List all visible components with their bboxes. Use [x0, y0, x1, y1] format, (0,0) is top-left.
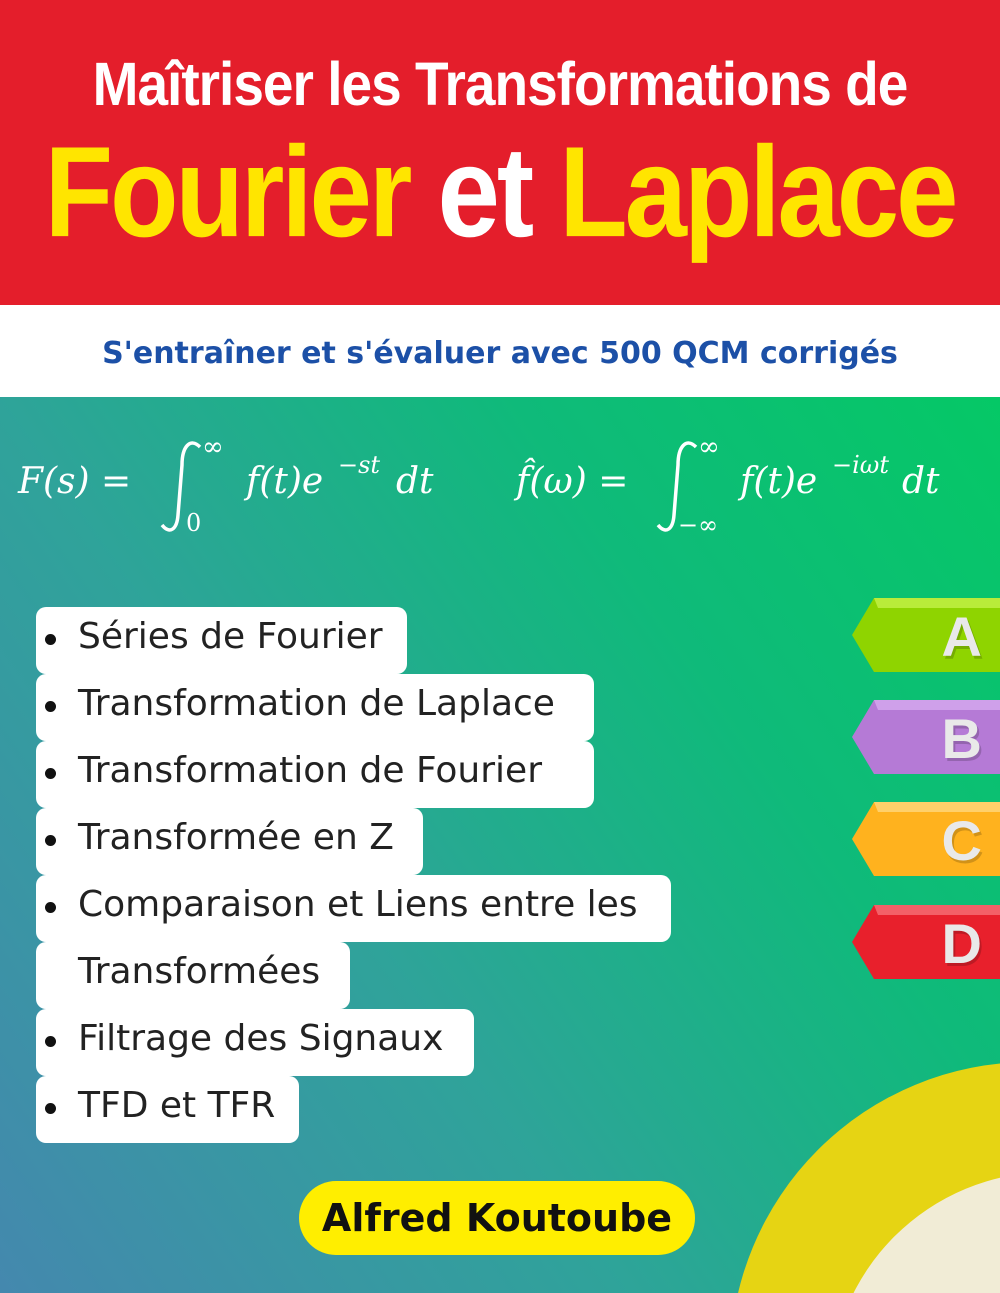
topic-label: Transformation de Fourier: [78, 750, 542, 791]
list-item: [36, 942, 350, 1009]
author-name: Alfred Koutoube: [321, 1196, 673, 1240]
title-line1: Maîtriser les Transformations de: [92, 49, 908, 119]
bullet-icon: [45, 701, 56, 712]
laplace-formula: [14, 425, 444, 545]
list-item: [36, 1009, 474, 1076]
list-item: [36, 741, 594, 808]
tab-letter-d: D: [941, 912, 982, 975]
title-word-laplace: Laplace: [559, 119, 956, 264]
topic-label: Transformée en Z: [78, 817, 394, 858]
fourier-dt: dt: [902, 461, 940, 502]
answer-tab-c: [852, 802, 1000, 876]
author-pill: [299, 1181, 695, 1255]
topic-label: Séries de Fourier: [78, 616, 383, 657]
answer-tab-b: [852, 700, 1000, 774]
fourier-lhs: f̂(ω) =: [516, 461, 629, 502]
topic-label: Transformation de Laplace: [78, 683, 555, 724]
title-word-fourier: Fourier: [44, 119, 410, 264]
fourier-upper-limit: ∞: [698, 432, 720, 462]
list-item: [36, 1076, 299, 1143]
topic-label: TFD et TFR: [78, 1085, 276, 1126]
list-item: [36, 607, 407, 674]
laplace-dt: dt: [396, 461, 434, 502]
topic-label: Filtrage des Signaux: [78, 1018, 444, 1059]
fourier-lower-limit: −∞: [678, 511, 719, 539]
answer-tab-d: [852, 905, 1000, 979]
fourier-integrand: f(t)e: [740, 461, 818, 502]
tab-letter-b: B: [941, 707, 982, 770]
laplace-integrand: f(t)e: [246, 461, 324, 502]
fourier-exponent: −iωt: [832, 451, 889, 479]
answer-tab-a: [852, 598, 1000, 672]
bullet-icon: [45, 835, 56, 846]
bullet-icon: [45, 768, 56, 779]
title-line2: [0, 119, 1000, 264]
laplace-upper-limit: ∞: [202, 432, 224, 462]
tab-letter-c: C: [941, 809, 982, 872]
bullet-icon: [45, 902, 56, 913]
laplace-lhs: F(s) =: [18, 461, 132, 502]
subtitle: S'entraîner et s'évaluer avec 500 QCM corrigés: [102, 336, 898, 371]
topic-label: Transformées: [78, 951, 321, 992]
laplace-lower-limit: 0: [186, 509, 202, 537]
bullet-icon: [45, 634, 56, 645]
topic-label: Comparaison et Liens entre les: [78, 884, 638, 925]
list-item: [36, 674, 594, 741]
list-item: [36, 808, 423, 875]
list-item: [36, 875, 671, 942]
laplace-exponent: −st: [338, 451, 381, 479]
title-word-et: et: [437, 119, 532, 264]
bullet-icon: [45, 1036, 56, 1047]
fourier-formula: [512, 425, 952, 545]
tab-letter-a: A: [941, 605, 982, 668]
title-banner: [0, 0, 1000, 305]
bullet-icon: [45, 1103, 56, 1114]
